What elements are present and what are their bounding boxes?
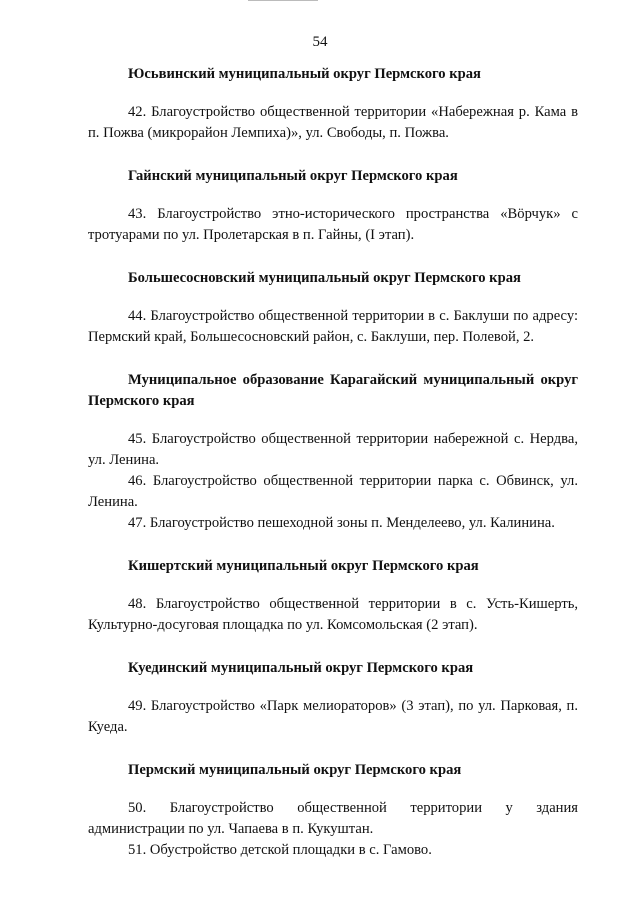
- section-heading: Пермский муниципальный округ Пермского края: [128, 762, 462, 778]
- section-heading: Гайнский муниципальный округ Пермского края: [128, 168, 458, 184]
- page-number: 54: [312, 34, 328, 50]
- section-kueda: [88, 658, 578, 738]
- section-heading: Большесосновский муниципальный округ Пермского края: [128, 270, 521, 286]
- section-heading: Куединский муниципальный округ Пермского края: [128, 660, 474, 676]
- section-gainy: [88, 166, 578, 246]
- section-heading: Юсьвинский муниципальный округ Пермского края: [128, 66, 481, 82]
- section-yusva: [88, 64, 578, 144]
- section-heading: Кишертский муниципальный округ Пермского края: [128, 558, 479, 574]
- list-item: 44. Благоустройство общественной территории в с. Баклуши по адресу: Пермский край, Большесосновский район, с. Баклуши, пер. Полевой, 2.: [88, 308, 578, 345]
- list-item: 51. Обустройство детской площадки в с. Гамово.: [128, 842, 432, 858]
- section-kishert: [88, 556, 578, 636]
- list-item: 42. Благоустройство общественной территории «Набережная р. Кама в п. Пожва (микрорайон Лемпиха)», ул. Свободы, п. Пожва.: [88, 104, 578, 141]
- document-body: [88, 64, 578, 861]
- section-bolshaya-sosnova: [88, 268, 578, 348]
- top-edge-mark: [248, 0, 318, 1]
- section-perm: [88, 760, 578, 861]
- list-item: 48. Благоустройство общественной территории в с. Усть-Кишерть, Культурно-досуговая площадка по ул. Комсомольская (2 этап).: [88, 596, 578, 633]
- section-karagay: [88, 370, 578, 534]
- list-item: 50. Благоустройство общественной территории у здания администрации по ул. Чапаева в п. Кукуштан.: [88, 800, 578, 837]
- section-heading: Муниципальное образование Карагайский муниципальный округ Пермского края: [88, 372, 578, 409]
- list-item: 47. Благоустройство пешеходной зоны п. Менделеево, ул. Калинина.: [128, 515, 555, 531]
- list-item: 49. Благоустройство «Парк мелиораторов» (3 этап), по ул. Парковая, п. Куеда.: [88, 698, 578, 735]
- list-item: 45. Благоустройство общественной территории набережной с. Нердва, ул. Ленина.: [88, 431, 578, 468]
- list-item: 43. Благоустройство этно-исторического пространства «Вöрчук» с тротуарами по ул. Пролетарская в п. Гайны, (I этап).: [88, 206, 578, 243]
- list-item: 46. Благоустройство общественной территории парка с. Обвинск, ул. Ленина.: [88, 473, 578, 510]
